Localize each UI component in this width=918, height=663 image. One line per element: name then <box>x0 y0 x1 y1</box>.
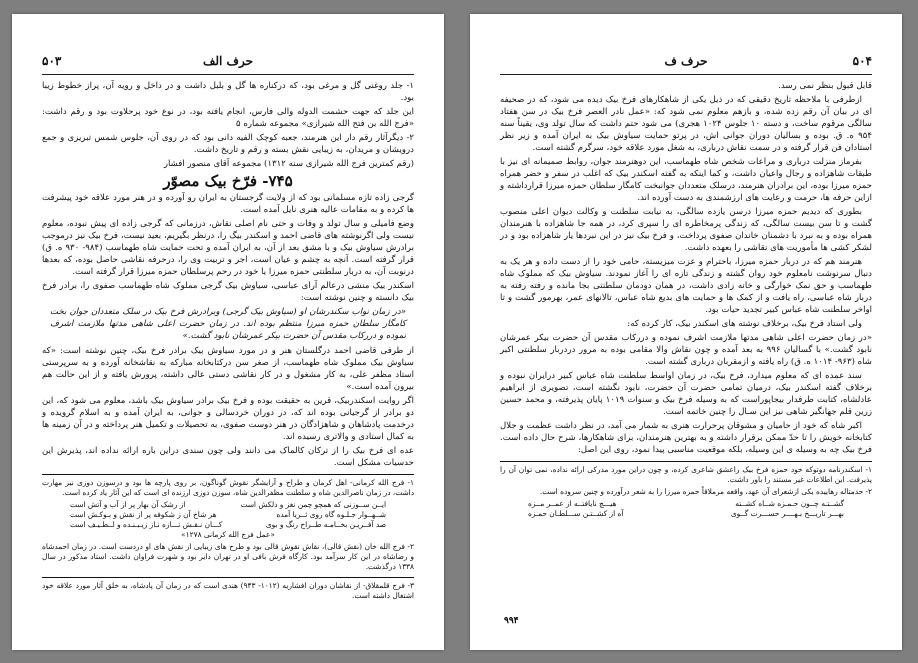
footnote: ۱- اسکندرنامه دوتوکه خود حمزه فرخ بیک راعشق شاعری کرده، و چون دراین مورد مدرکی ارائه نداده، نمی توان آن را پذیرفت. این اطلاعات غیر مستند را باور داشت. <box>500 465 872 484</box>
footnote: ۲- فرج الله خان (نقش قالی)، نقاش نقوش قالی بود و طرح های زیبایی از نقش های او دردست است. در زمان احمدشاه و رضاشاه در این کار سرآمد بود. کارگاه فرش بافی او در تهران دایر بود و شهرت فراوان داشت. استاد مذکور در سال ۱۳۳۸ درگذشت. <box>42 542 414 571</box>
page-number: ۵۰۳ <box>42 54 62 68</box>
body-paragraph: ولی استاد فرخ بیک، برخلاف نوشته های اسکندر بیک، کار کرده که: <box>627 319 862 329</box>
hemistich: کـــان نـقـش تـــازه نـاز زیـبـنـده و لــطـیـف است <box>70 520 223 529</box>
body-paragraph: از طرفی قاضی احمد درگلستان هنر و در مورد سیاوش بیک برادر فرخ بیک، چنین نوشته است: «که سیاوش بیک مملوک شاه طهماسب، از صغر سن درکتابخانه مبارکه به نقاشخانه آورده و به سرپرستی استاد مظفر علی، به کار مشغول و در کار نقاشی دستی عالی داشته، پرورش یافته و از این حالت هم بیرون آمده است.» <box>42 346 414 392</box>
section-title: حرف ف <box>664 54 708 68</box>
footnote-divider <box>42 474 414 475</box>
body-paragraph: عده ای فرخ بیک را از ترکان کالماک می دانند ولی چون سندی دراین باره ارائه نداده اند، پذیرش این حدسیات مشکل است. <box>42 446 414 468</box>
hemistich: شــهــوار جـلـوه گاه روی ثــریا آمده <box>276 510 386 519</box>
intro-paragraph: این جلد که جهت حشمت الدوله والی فارس، انجام یافته بود، در نوع خود پرحلاوت بود و رقم داشت: «فرج الله بن فتح الله شیرازی» مجموعه شماره ۵ <box>42 107 414 129</box>
body-paragraph: اگر روایت اسکندربیک، قرین به حقیقت بوده و فرخ بیک برادر سیاوش بیک باشد، معلوم می شود که، این دو برادر از گرجیانی بوده اند که، در دوران خردسالی و جوانی، به ایران آمده و به اسلام گرویده و درخدمت پادشاهان و شاهزادگان در هنر دوست صفوی، به تحصیلات و تکمیل هنر پرداخته و در آن زمینه ها به کمال استادی و والاتری رسیده اند. <box>42 396 414 442</box>
footnote-verse-line <box>500 499 872 509</box>
page-body <box>42 80 414 603</box>
footnote-divider <box>500 461 872 462</box>
page-header <box>42 52 414 75</box>
footnote-divider <box>42 577 414 578</box>
body-paragraph: «در زمان حضرت اعلی شاهی مدتها ملازمت اشرف نموده و دررکاب مقدس آن حضرت بیکر عمرشان نابود گشت.» با گسالیان ۹۹۶ به بعد آمده و چون نقاش والا مقامی بوده به مرور دردربار سلطنتی اکبر شاه (۹۶۳- ۱۰۱۴ ه. ق) راه یافته و ازمقربان درباری گشته است. <box>500 333 873 367</box>
entry-heading: ۷۴۵- فرّخ بیک مصوّر <box>163 172 293 190</box>
hemistich: از رشک آن بهار پر از آب و آتش است <box>70 500 186 509</box>
body-paragraph: بفرماز منزلت درباری و مراعات شخص شاه طهماسب، این دوهنرمند جوان، روابط صمیمانه ای نیز با طبقات شاهزاده و رجال واعیان داشت، و کما اینکه به گفته اسکندر بیک که اغلب در سفر و حضر همراه حمزه میرزا بوده، این برادران هنرمند، درسلک متعددان جوانبخت کامگار سلطان حمزه میرزا قرارداشته و ازاین حرفه ها، حرمت و رعایت های ارزشمندی به دست آورده اند. <box>500 157 872 203</box>
intro-paragraph: ۲- دیگرآثار رقم دار این هنرمند، جعبه کوچک الفیه دانی بود که در روی آن، جلوس شمس تبریزی و جمع درویشان و مریدان، به زیبایی نقش بسته و رقم و تاریخ داشت. <box>42 133 414 155</box>
page-body <box>500 80 872 519</box>
hemistich: صد آفــریـن بخــامـه طــراح رنگ و بوی <box>265 520 386 529</box>
body-paragraph: گرجی زاده تازه مسلمانی بود که از ولایت گرجستان به ایران رو آورده و در هنر مورد علاقه خود پیشرفت ها کرده و به مقامات عالیه هنری نایل آمده است. <box>42 193 414 215</box>
footnote-signature: «عمل فرج الله کرمانی ۱۲۷۸» <box>181 530 275 539</box>
page-header <box>500 52 872 75</box>
footnote: ۳- فرج قلمقلاق- از نقاشان دوران افشاریه (۱۰۱۲- ۹۴۳) هندی است که در زمان آن پادشاه، به خلق آثار مورد علاقه خود اشتغال داشته است. <box>42 581 414 600</box>
bottom-page-number: ۹۹۴ <box>504 616 519 626</box>
body-paragraph: ازطرفی با ملاحظه تاریخ دقیقی که در ذیل یکی از شاهکارهای فرخ بیک دیده می شود، که در صحیفه ای در بیان آن رقم زده شده، و بازهم معلوم نمی شود که: «عمل نادر العصر فرخ بیک در سن هفتاد سالگی مرقوم ساخت، و دسته ۱۰ جلوس ۱۰۲۴ هجری) می شود حتم داشت که سال تولد وی، یقیناً سنه ۹۵۴ ه. ق. بوده و بسالیان دوران جوانی اش، در پرتو حمایت سیاوش بیک به ایران آمده و زیر نظر استادان فن قرار گرفته و در سمت نقاش درباری، به شغل مورد علاقه خود، سرگرم گشته است. <box>500 95 872 153</box>
intro-paragraph: (رقم کمترین فرج الله شیرازی سنه ۱۳۱۲) مجموعه آقای منصور افشار <box>163 159 414 169</box>
right-page <box>470 14 902 650</box>
footnote: ۲- حدمتاله رهاییده یکی ازشعرای آن عهد، واقعه مرملاقاً حمزه میرزا را به شعر درآورده و چنین سروده است. <box>539 487 872 496</box>
section-title: حرف الف <box>202 54 254 68</box>
intro-paragraph: ۱- جلد روغنی گل و مرغی بود، که درکناره ها گل و بلبل داشت و در داخل و رویه آن، پراز خطوط زیبا بود. <box>42 81 414 103</box>
page-number: ۵۰۴ <box>852 54 872 68</box>
hemistich: هر شاخ آن ز شکوفه پر از نقش و بـوکـش است <box>70 510 217 519</box>
body-paragraph: وضع فامیلی و سال تولد و وفات و حتی نام اصلی نقاش، درزمانی که گرجی زاده ای پیش نبوده، معلوم نیست ولی اگرنوشته های قاضی احمد و اسکندر بیگ را، درنظر بگیریم، بعید نیست، فرخ بیک نیز درموجب برادرش سیاوش بیک و با مشق بعد از آن، به ایران آمده و تحت حمایت شاه طهماسب (۹۸۴- ۹۳۰ ه. ق) قرار گرفته است. آنچه به چشم و عیان است، اجر و تربیت وی را، درحرفه نقاشی حاصل بوده، که بعدها درنوبت آن، به دربار سلطنتی حمزه میرزا یا خود در رحم پرسلطان حمزه میرزا قرار گرفته است. <box>42 219 415 277</box>
hemistich: گشــتـه چــون حـمـزه شــاه کشــته <box>735 499 844 508</box>
hemistich: آه از کشــتـن ســـلطـان حمـزه <box>528 509 624 518</box>
body-paragraph: هنرمند هم که در دربار حمزه میرزا، باحترام و عزت میزیسته، حامی خود را از دست داده و هر یک به دنبال سرنوشت نامعلوم خود روان گشته و زندگی تازه ای را آغاز نمودند. سیاوش بیک که مملوک شاه طهماسب و حق نمک خوارگی و خانه زادی داشت، در همان دودمان سلطنتی بجا مانده و رفته رفته به دربار شاه عباسی، راه یافت و از کمک ها و حمایت های بدیع شاه عباس، تالانهای عمر، بهرمور گشت و تا اواخر سلطنت شاه عباس کبیر تجدید حیات بود. <box>500 257 872 315</box>
left-page <box>12 14 444 650</box>
footnote-verse-line <box>42 520 414 530</box>
footnote-verse-line <box>42 500 414 510</box>
body-paragraph: سند عمده ای که معلوم میدارد، فرخ بیک، در زمان اواسط سلطنت شاه عباس کبیر درایران نبوده و برخلاف گفته اسکندر بیک، درمیان تمامی حضرت آن حضرت، نابود نگشته است، تصویری از ابراهیم عادلشاه، کتابت طرفدار بیجاپوراست که به وسیله فرخ بیک و سنوات ۱۰۱۹ پایان پذیرفته، و محمد حسین زرین قلم جهانگیر شاهی نیز این سـال را چنین خاتمه است. <box>500 371 872 417</box>
body-paragraph: اسکندر بیک منشی درعالم آرای عباسی، سیاوش بیک گرجی مملوک شاه طهماسب صفوی را، برادر فرخ بیک دانسته و چنین نوشته است: <box>42 281 414 303</box>
body-paragraph: قابل قبول بنظر نمی رسد. <box>778 81 872 91</box>
hemistich: ایــن ســوزنی که همچو چمن نغز و دلکش است <box>240 500 386 509</box>
hemistich: بهـــر تاریـــخ بـهــــر حســـرت گــوی <box>730 509 844 518</box>
footnote-verse-line <box>500 509 872 519</box>
body-paragraph: اکبر شاه که خود از حامیان و مشوقان پرحرارت هنری به شمار می آمد، در نظر داشت عظمت و جلال کتابخانه خویش را تا حدّ ممکن برقرار داشته و به بهترین هنرمندان، برای شاهکارها، شرح حال داده است. فرخ بیک چه به وسیله ی این وسیله، بلکه موقعیت مناسبی پیدا نمود، روی این اصل: <box>500 421 872 455</box>
body-paragraph: بطوری که دیدیم حمزه میرزا درسن یازده سالگی، به نیابت سلطنت و وکالت دیوان اعلی منصوب گشت و تا سن بیست سالگی، که زندگی پرمخاطره ای را سپری کرد، در همه جا شاهزاده با هنرمندان همراه بوده و به نبرد با دشمنان خاندان صفوی پرداخت، و فرخ بیک نیز در این نبردها یار شاهزاده بود و در لشکر کشی ها مأموریت های نقاشی را بعهده داشت. <box>500 207 872 253</box>
footnote: ۱- فرج الله کرمانی- اهل کرمان و طراح و آرایشگر نقوش گوناگون، بر روی پارچه ها بود و درسوزن دوزی نیز مهارت داشت، در زمان ناصرالدین شاه و سلطنت مظفرالدین شاه، سوزن دوزی ارزنده ای است که این آثار یاد کرده است. <box>42 478 414 497</box>
hemistich: هیـــچ نایافتــه از عمــر مــزه <box>528 499 617 508</box>
footnote-verse-line <box>42 510 414 520</box>
quote-block: «در زمان نواب سکندرشان او (سیاوش بیک گرجی) وبرادرش فرخ بیک در سلک متعددان جوان بخت کامگار سلطان حمزه میرزا منتظم بوده اند. در زمان حضرت اعلی شاهی مدتها ملازمت اشرف نموده و دررکاب مقدس آن حضرت بیکر عمرشان نابود گشت.» <box>50 307 406 341</box>
